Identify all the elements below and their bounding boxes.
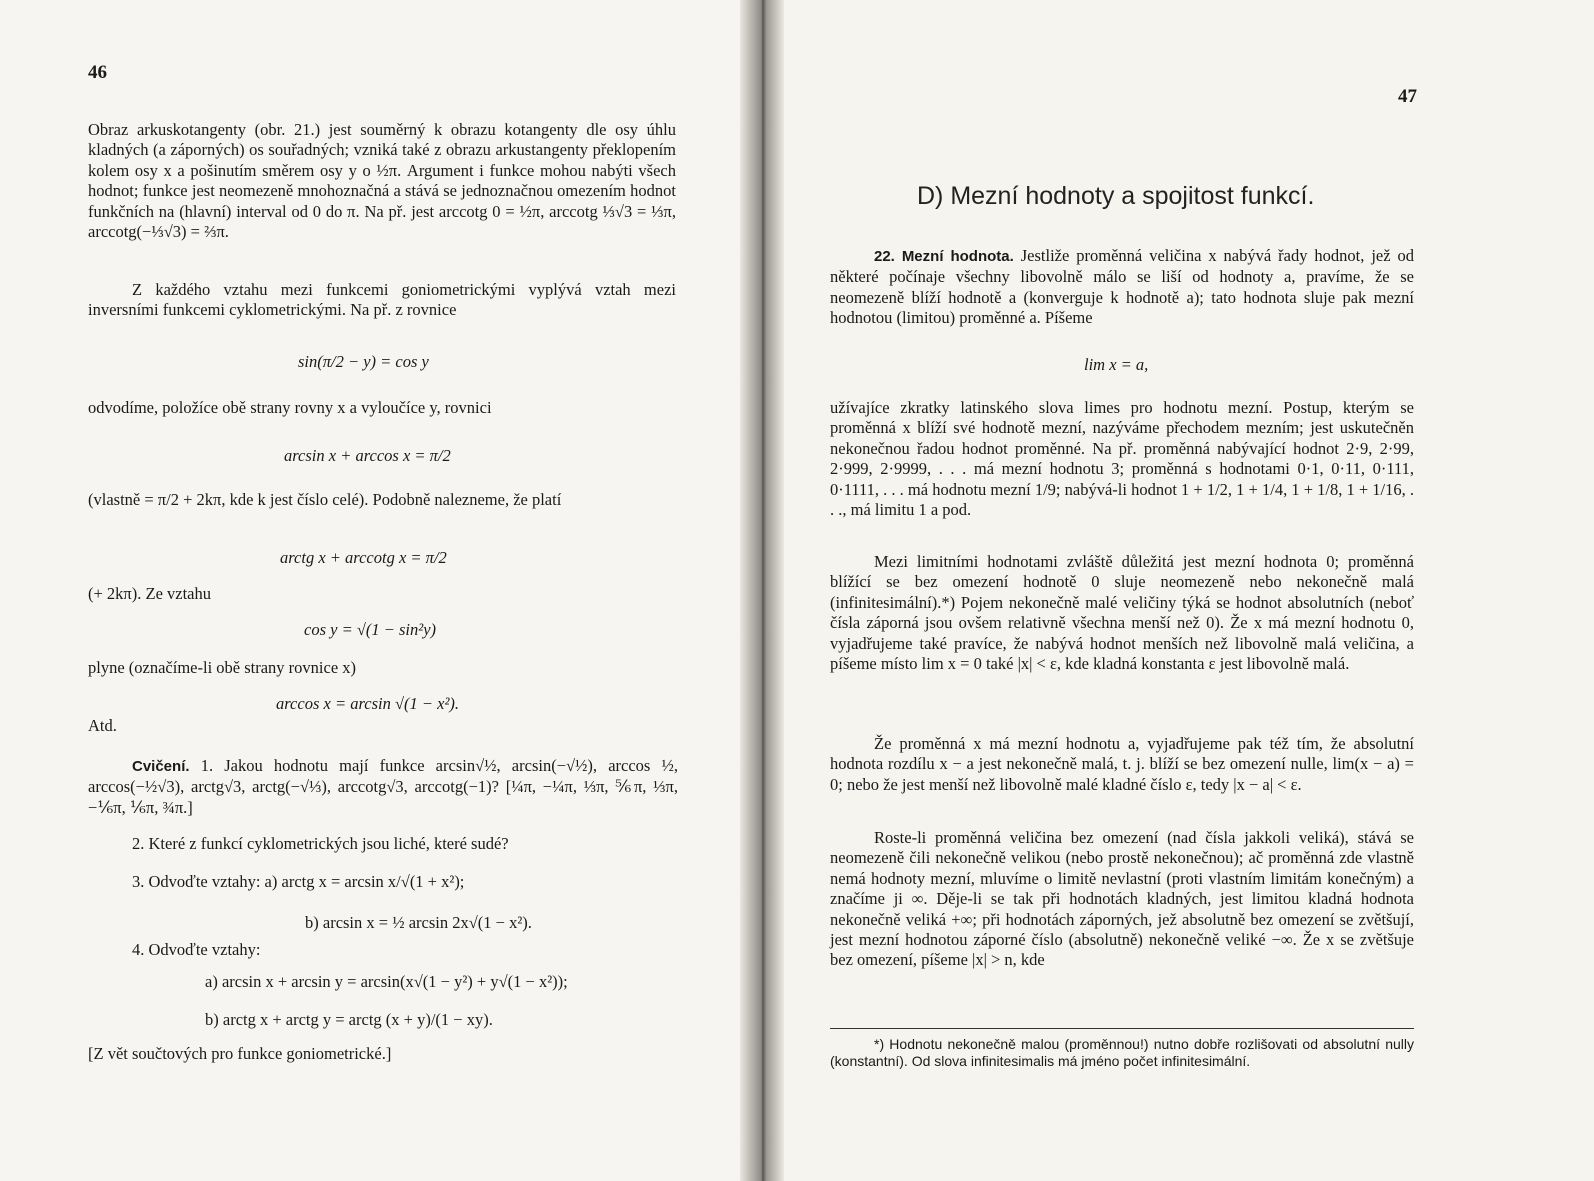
page-number: 46 [88,62,107,83]
exercises [88,756,678,818]
paragraph-vlastne [88,490,676,510]
paragraph-limes [830,398,1414,520]
exercise-3a: 3. Odvoďte vztahy: a) arctg x = arcsin x/√(1 + x²); [132,872,465,891]
right-page [760,0,1594,1181]
footnote-rule [830,1028,1414,1029]
paragraph-text: Obraz arkuskotangenty (obr. 21.) jest souměrný k obrazu kotangenty dle osy úhlu kladných (a záporných) os souřadných; vzniká také z obrazu arkustangenty překlopením kolem osy x a pošinutím směrem osy y o ½π. Argument i funkce mohou nabýti všech hodnot; funkce jest neomezeně mnohoznačná a stává se jednoznačnou omezením hodnot funkčních na (hlavní) interval od 0 do π. Na př. jest arccotg 0 = ½π, arccotg ⅓√3 = ⅓π, arccotg(−⅓√3) = ⅔π. [88,120,676,242]
book-gutter [740,0,784,1181]
paragraph-text: odvodíme, položíce obě strany rovny x a vyloučíce y, rovnici [88,398,492,417]
paragraph-limit-definition [830,246,1414,329]
exercise-1: 1. Jakou hodnotu mají funkce arcsin√½, arcsin(−√½), arccos ½, arccos(−½√3), arctg√3, arctg(−√⅓), arccotg√3, arccotg(−1)? [¼π, −¼π, ⅓π, ⅚π, ⅓π, −⅙π, ⅙π, ¾π.] [88,756,679,817]
equation-limit: lim x = a, [1084,355,1149,374]
left-page [0,0,760,1181]
paragraph-ze-vztahu [88,584,676,604]
section-title: D) Mezní hodnoty a spojitost funkcí. [917,182,1315,210]
exercise-heading: Cvičení. [132,758,190,775]
paragraph-infinite [830,828,1414,971]
equation-arctg-arccotg: arctg x + arccotg x = π/2 [280,548,447,567]
section-number: 22. [874,248,895,265]
paragraph-text: (+ 2kπ). Ze vztahu [88,584,212,603]
paragraph-text: Mezi limitními hodnotami zvláště důležitá jest mezní hodnota 0; proměnná blížící se bez omezení hodnotě 0 sluje neomezeně nebo nekonečně malá (infinitesimální).*) Pojem nekonečně malé veličiny týká se hodnot absolutních (neboť čísla záporná jsou ovšem relativně všechna menší než 0). Že x má mezní hodnotu 0, vyjadřujeme také pravíce, že nabývá hodnot menších než libovolně malá veličina, a píšeme místo lim x = 0 také |x| < ε, kde kladná konstanta ε jest libovolně malá. [830,552,1414,674]
paragraph-text: (vlastně = π/2 + 2kπ, kde k jest číslo celé). Podobně nalezneme, že platí [88,490,562,509]
footnote [830,1036,1414,1070]
footnote-text: *) Hodnotu nekonečně malou (proměnnou!) nutno dobře rozlišovati od absolutní nully (konstantní). Od slova infinitesimalis má jméno počet infinitesimální. [830,1036,1414,1069]
paragraph-difference [830,734,1414,795]
page-number: 47 [1398,86,1417,107]
equation-arcsin-arccos: arcsin x + arccos x = π/2 [284,446,451,465]
paragraph-infinitesimal [830,552,1414,674]
paragraph-derive [88,398,676,418]
paragraph-inverse-relations [88,280,676,321]
equation-arccos-arcsin: arccos x = arcsin √(1 − x²). [276,694,460,713]
exercise-4b: b) arctg x + arctg y = arctg (x + y)/(1 − xy). [205,1010,493,1029]
section-heading: Mezní hodnota. [901,248,1014,265]
paragraph-text: Že proměnná x má mezní hodnotu a, vyjadřujeme pak též tím, že absolutní hodnota rozdílu x − a jest nekonečně malá, t. j. blíží se bez omezení nulle, lim(x − a) = 0; nebo že jest menší než libovolně malé kladné číslo ε, tedy |x − a| < ε. [830,734,1414,794]
equation-cos: cos y = √(1 − sin²y) [304,620,437,639]
exercise-2: 2. Které z funkcí cyklometrických jsou liché, které sudé? [132,834,509,853]
exercise-4a: a) arcsin x + arcsin y = arcsin(x√(1 − y²) + y√(1 − x²)); [205,972,568,991]
paragraph-text: Z každého vztahu mezi funkcemi goniometrickými vyplývá vztah mezi inversními funkcemi cyklometrickými. Na př. z rovnice [88,280,676,320]
exercise-3b: b) arcsin x = ½ arcsin 2x√(1 − x²). [305,913,532,932]
equation-sin: sin(π/2 − y) = cos y [298,352,429,371]
exercise-note: [Z vět součtových pro funkce goniometrické.] [88,1044,392,1063]
paragraph-plyne [88,658,676,678]
paragraph-arccotangent [88,120,676,242]
exercise-4: 4. Odvoďte vztahy: [132,940,261,959]
atd-text: Atd. [88,716,117,735]
paragraph-text: užívajíce zkratky latinského slova limes pro hodnotu mezní. Postup, kterým se proměnná x blíží své hodnotě mezní, nazýváme přechodem mezním; jest uskutečněn nekonečnou řadou hodnot proměnné. Na př. proměnná nabývající hodnot 2·9, 2·99, 2·999, 2·9999, . . . má mezní hodnotu 3; proměnná s hodnotami 0·1, 0·11, 0·111, 0·1111, . . . má hodnotu mezní 1/9; nabývá-li hodnot 1 + 1/2, 1 + 1/4, 1 + 1/8, 1 + 1/16, . . ., má limitu 1 a pod. [830,398,1414,520]
paragraph-text: Jestliže proměnná veličina x nabývá řady hodnot, jež od některé počínaje všechny libovolně málo se liší od hodnoty a, pravíme, že se neomezeně blíží hodnotě a (konverguje k hodnotě a); tato hodnota sluje pak mezní hodnotou (limitou) proměnné a. Píšeme [830,246,1415,328]
paragraph-text: plyne (označíme-li obě strany rovnice x) [88,658,357,677]
paragraph-text: Roste-li proměnná veličina bez omezení (nad čísla jakkoli veliká), stává se neomezeně čili nekonečně velikou (nebo prostě nekonečnou); ač proměnná zde vlastně nemá hodnoty mezní, mluvíme o limitě nevlastní (proti vlastním limitám konečným) a značíme ji ∞. Děje-li se tak při hodnotách kladných, jest limitou kladná hodnota nekonečně veliká +∞; při hodnotách záporných, jež absolutně bez omezení se zvětšují, jest mezní hodnotou záporné číslo (absolutně) nekonečně veliké −∞. Že x se zvětšuje bez omezení, píšeme |x| > n, kde [830,828,1414,970]
